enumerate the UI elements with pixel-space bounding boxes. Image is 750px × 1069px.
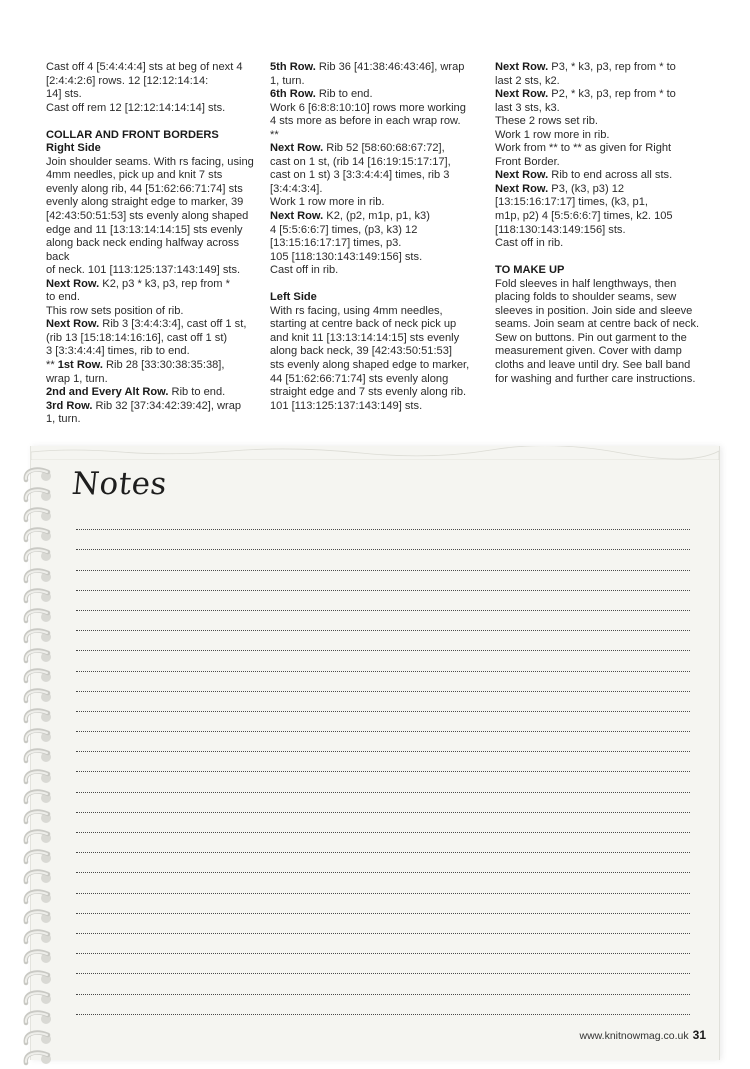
spiral-ring xyxy=(22,587,58,607)
instruction-text: Cast off rem 12 [12:12:14:14:14] sts. xyxy=(46,101,226,114)
instruction-text: P3, (k3, p3) 12 xyxy=(548,182,625,195)
instruction-text: P2, * k3, p3, rep from * to xyxy=(548,88,676,101)
spiral-ring xyxy=(22,908,58,928)
row-label: Next Row. xyxy=(270,142,324,155)
text-line xyxy=(495,61,710,75)
instruction-text: Join shoulder seams. With rs facing, using xyxy=(46,155,254,168)
instruction-text: Rib 32 [37:34:42:39:42], wrap xyxy=(92,399,242,412)
instruction-text: Work 1 row more in rib. xyxy=(270,196,385,209)
spiral-ring xyxy=(22,1029,58,1049)
spiral-ring xyxy=(22,808,58,828)
text-line xyxy=(46,345,258,359)
instruction-text: 105 [118:130:143:149:156] sts. xyxy=(270,250,423,263)
text-line xyxy=(495,156,710,170)
text-line xyxy=(270,373,482,387)
ruled-line xyxy=(76,611,690,631)
ruled-line xyxy=(76,530,690,550)
instruction-text: for washing and further care instructions. xyxy=(495,372,696,385)
text-line xyxy=(495,102,710,116)
ruled-line xyxy=(76,651,690,671)
instruction-text: Cast off 4 [5:4:4:4:4] sts at beg of next 4 xyxy=(46,61,243,73)
ruled-line xyxy=(76,974,690,994)
instruction-text: K2, (p2, m1p, p1, k3) xyxy=(323,210,430,223)
text-line xyxy=(495,305,710,319)
ruled-line xyxy=(76,873,690,893)
text-line xyxy=(495,224,710,238)
text-line xyxy=(270,400,482,414)
instruction-text: Rib 52 [58:60:68:67:72], xyxy=(323,142,445,155)
row-label: 3rd Row. xyxy=(46,399,93,412)
text-line xyxy=(495,373,710,387)
text-line xyxy=(270,75,482,89)
instruction-text: measurement given. Cover with damp xyxy=(495,345,682,358)
instruction-text: Rib 28 [33:30:38:35:38], xyxy=(102,359,225,372)
spiral-ring xyxy=(22,707,58,727)
instruction-text: Fold sleeves in half lengthways, then xyxy=(495,277,677,290)
ruled-line xyxy=(76,692,690,712)
text-line xyxy=(495,345,710,359)
ruled-line xyxy=(76,672,690,692)
text-line xyxy=(270,345,482,359)
text-line xyxy=(270,332,482,346)
instruction-text: [2:4:4:2:6] rows. 12 [12:12:14:14: xyxy=(46,74,209,87)
instruction-text: evenly along straight edge to marker, 39 xyxy=(46,196,244,209)
spiral-ring xyxy=(22,828,58,848)
text-line xyxy=(46,373,258,387)
text-line xyxy=(495,196,710,210)
spiral-binding xyxy=(22,466,62,1060)
instruction-text: 3 [3:3:4:4:4] times, rib to end. xyxy=(46,345,190,358)
text-line xyxy=(495,88,710,102)
spiral-ring xyxy=(22,567,58,587)
notes-lines xyxy=(76,510,690,1015)
instruction-text: starting at centre back of neck pick up xyxy=(270,318,457,331)
instruction-text: 101 [113:125:137:143:149] sts. xyxy=(270,399,423,412)
row-label: Next Row. xyxy=(46,277,100,290)
instruction-text: [13:15:16:17:17] times, (k3, p1, xyxy=(495,196,648,209)
instruction-text: placing folds to shoulder seams, sew xyxy=(495,291,677,304)
ruled-line xyxy=(76,954,690,974)
spiral-ring xyxy=(22,747,58,767)
instruction-text: Work 6 [6:8:8:10:10] rows more working xyxy=(270,101,466,114)
instruction-text: sleeves in position. Join side and sleeve xyxy=(495,304,693,317)
row-label: 5th Row. xyxy=(270,61,316,73)
ruled-line xyxy=(76,631,690,651)
instruction-text: 4 sts more as before in each wrap row. xyxy=(270,115,461,128)
spiral-ring xyxy=(22,647,58,667)
spiral-ring xyxy=(22,727,58,747)
ruled-line xyxy=(76,934,690,954)
text-line xyxy=(495,332,710,346)
row-label: Next Row. xyxy=(270,210,324,223)
text-line xyxy=(270,156,482,170)
text-line xyxy=(46,386,258,400)
text-line xyxy=(270,142,482,156)
instruction-text: of neck. 101 [113:125:137:143:149] sts. xyxy=(46,264,241,277)
spiral-ring xyxy=(22,969,58,989)
spiral-ring xyxy=(22,627,58,647)
text-line xyxy=(46,413,258,427)
instruction-text: Sew on buttons. Pin out garment to the xyxy=(495,331,687,344)
text-line xyxy=(270,237,482,251)
text-line xyxy=(270,264,482,278)
page-number: 31 xyxy=(692,1028,706,1042)
page-footer xyxy=(580,1028,707,1042)
row-label: Next Row. xyxy=(46,318,100,331)
ruled-line xyxy=(76,833,690,853)
text-line xyxy=(270,183,482,197)
instruction-text: m1p, p2) 4 [5:5:6:6:7] times, k2. 105 xyxy=(495,210,673,223)
text-line xyxy=(46,291,258,305)
text-line xyxy=(270,210,482,224)
paragraph-spacer xyxy=(46,115,258,129)
spiral-ring xyxy=(22,788,58,808)
instruction-text: Work 1 row more in rib. xyxy=(495,128,610,141)
marker-text: ** xyxy=(46,359,58,372)
text-line xyxy=(46,400,258,414)
text-line xyxy=(495,359,710,373)
ruled-line xyxy=(76,813,690,833)
instruction-text: Rib to end. xyxy=(168,386,226,399)
ruled-line xyxy=(76,712,690,732)
text-line xyxy=(495,183,710,197)
text-line xyxy=(46,61,258,75)
instruction-text: cast on 1 st) 3 [3:3:4:4:4] times, rib 3 xyxy=(270,169,450,182)
instruction-text: Rib to end across all sts. xyxy=(548,169,673,182)
text-line xyxy=(495,210,710,224)
section-heading: TO MAKE UP xyxy=(495,264,565,277)
instruction-text: 1, turn. xyxy=(270,74,305,87)
spiral-ring xyxy=(22,687,58,707)
spiral-ring xyxy=(22,1009,58,1029)
spiral-ring xyxy=(22,948,58,968)
instruction-text: 4 [5:5:6:6:7] times, (p3, k3) 12 xyxy=(270,223,418,236)
ruled-line xyxy=(76,995,690,1015)
instruction-text: Work from ** to ** as given for Right xyxy=(495,142,672,155)
torn-paper-edge xyxy=(31,446,719,460)
paragraph-spacer xyxy=(495,251,710,265)
ruled-line xyxy=(76,853,690,873)
text-line xyxy=(46,156,258,170)
text-line xyxy=(495,291,710,305)
column-3 xyxy=(495,61,710,386)
row-label: 2nd and Every Alt Row. xyxy=(46,386,169,399)
text-line xyxy=(495,318,710,332)
instruction-text: straight edge and 7 sts evenly along rib. xyxy=(270,386,467,399)
text-line xyxy=(46,264,258,278)
text-line xyxy=(495,278,710,292)
text-line xyxy=(495,115,710,129)
text-line xyxy=(270,115,482,129)
row-label: 6th Row. xyxy=(270,88,316,101)
spiral-ring xyxy=(22,768,58,788)
ruled-line xyxy=(76,793,690,813)
text-line xyxy=(46,224,258,238)
text-line xyxy=(46,102,258,116)
instruction-text: along back neck ending halfway across back xyxy=(46,237,240,263)
instruction-text: sts evenly along shaped edge to marker, xyxy=(270,359,470,372)
instruction-text: evenly along rib, 44 [51:62:66:71:74] sts xyxy=(46,182,243,195)
column-1 xyxy=(46,61,258,427)
text-line xyxy=(46,237,258,264)
instruction-text: (rib 13 [15:18:14:16:16], cast off 1 st) xyxy=(46,331,228,344)
text-line xyxy=(495,237,710,251)
text-line xyxy=(270,224,482,238)
text-line xyxy=(270,305,482,319)
instruction-text: These 2 rows set rib. xyxy=(495,115,598,128)
text-line xyxy=(46,305,258,319)
section-heading: Left Side xyxy=(270,291,317,304)
instruction-text: With rs facing, using 4mm needles, xyxy=(270,304,443,317)
instruction-text: and knit 11 [13:13:14:14:15] sts evenly xyxy=(270,331,460,344)
spiral-ring xyxy=(22,486,58,506)
text-line xyxy=(270,88,482,102)
spiral-ring xyxy=(22,868,58,888)
section-heading: COLLAR AND FRONT BORDERS xyxy=(46,128,219,141)
text-line xyxy=(495,75,710,89)
text-line xyxy=(46,75,258,89)
spiral-ring xyxy=(22,1049,58,1069)
instruction-text: cloths and leave until dry. See ball band xyxy=(495,359,691,372)
ruled-line xyxy=(76,894,690,914)
spiral-ring xyxy=(22,848,58,868)
spiral-ring xyxy=(22,667,58,687)
notes-title: Notes xyxy=(70,466,169,502)
row-label: Next Row. xyxy=(495,182,549,195)
instruction-text: 4mm needles, pick up and knit 7 sts xyxy=(46,169,223,182)
instruction-text: cast on 1 st, (rib 14 [16:19:15:17:17], xyxy=(270,155,451,168)
text-line xyxy=(46,183,258,197)
text-line xyxy=(46,210,258,224)
instruction-text: ** xyxy=(270,128,279,141)
text-line xyxy=(495,142,710,156)
text-line xyxy=(46,332,258,346)
instruction-text: edge and 11 [13:13:14:14:15] sts evenly xyxy=(46,223,243,236)
instruction-text: Rib to end. xyxy=(315,88,373,101)
instruction-text: wrap 1, turn. xyxy=(46,372,108,385)
instruction-text: Cast off in rib. xyxy=(270,264,339,277)
text-line xyxy=(270,102,482,116)
spiral-ring xyxy=(22,888,58,908)
ruled-line xyxy=(76,732,690,752)
spiral-ring xyxy=(22,928,58,948)
spiral-ring xyxy=(22,506,58,526)
ruled-line xyxy=(76,752,690,772)
text-line xyxy=(46,196,258,210)
instruction-text: seams. Join seam at centre back of neck. xyxy=(495,318,700,331)
instruction-text: to end. xyxy=(46,291,80,304)
section-heading: Right Side xyxy=(46,142,101,155)
instruction-text: last 2 sts, k2. xyxy=(495,74,560,87)
text-line xyxy=(46,359,258,373)
ruled-line xyxy=(76,550,690,570)
paragraph-spacer xyxy=(270,278,482,292)
text-line xyxy=(495,129,710,143)
footer-url: www.knitnowmag.co.uk xyxy=(579,1030,689,1042)
instruction-text: Rib 3 [3:4:4:3:4], cast off 1 st, xyxy=(99,318,247,331)
instruction-text: Cast off in rib. xyxy=(495,237,564,250)
instruction-text: last 3 sts, k3. xyxy=(495,101,560,114)
instruction-text: 14] sts. xyxy=(46,88,82,101)
spiral-ring xyxy=(22,466,58,486)
text-line xyxy=(270,61,482,75)
row-label: Next Row. xyxy=(495,169,549,182)
text-line xyxy=(270,129,482,143)
instruction-text: Rib 36 [41:38:46:43:46], wrap xyxy=(315,61,465,73)
ruled-line xyxy=(76,591,690,611)
text-line xyxy=(270,169,482,183)
row-label: 1st Row. xyxy=(57,359,103,372)
column-2 xyxy=(270,61,482,413)
spiral-ring xyxy=(22,526,58,546)
spiral-ring xyxy=(22,546,58,566)
instruction-text: [42:43:50:51:53] sts evenly along shaped xyxy=(46,210,249,223)
row-label: Next Row. xyxy=(495,88,549,101)
text-line xyxy=(46,278,258,292)
instruction-text: K2, p3 * k3, p3, rep from * xyxy=(99,277,230,290)
ruled-line xyxy=(76,510,690,530)
ruled-line xyxy=(76,772,690,792)
ruled-line xyxy=(76,914,690,934)
text-line xyxy=(46,88,258,102)
text-line xyxy=(270,251,482,265)
text-line xyxy=(270,386,482,400)
instruction-text: 44 [51:62:66:71:74] sts evenly along xyxy=(270,372,449,385)
instruction-text: P3, * k3, p3, rep from * to xyxy=(548,61,676,73)
ruled-line xyxy=(76,571,690,591)
row-label: Next Row. xyxy=(495,61,549,73)
spiral-ring xyxy=(22,607,58,627)
instruction-text: along back neck, 39 [42:43:50:51:53] xyxy=(270,345,452,358)
instruction-text: This row sets position of rib. xyxy=(46,304,184,317)
text-line xyxy=(495,169,710,183)
text-line xyxy=(270,196,482,210)
instruction-text: [3:4:4:3:4]. xyxy=(270,182,323,195)
instruction-text: [118:130:143:149:156] sts. xyxy=(495,223,626,236)
instruction-text: Front Border. xyxy=(495,155,560,168)
text-line xyxy=(46,169,258,183)
instruction-text: 1, turn. xyxy=(46,413,81,426)
instruction-text: [13:15:16:17:17] times, p3. xyxy=(270,237,402,250)
spiral-ring xyxy=(22,989,58,1009)
text-line xyxy=(46,318,258,332)
text-line xyxy=(270,318,482,332)
text-line xyxy=(270,359,482,373)
